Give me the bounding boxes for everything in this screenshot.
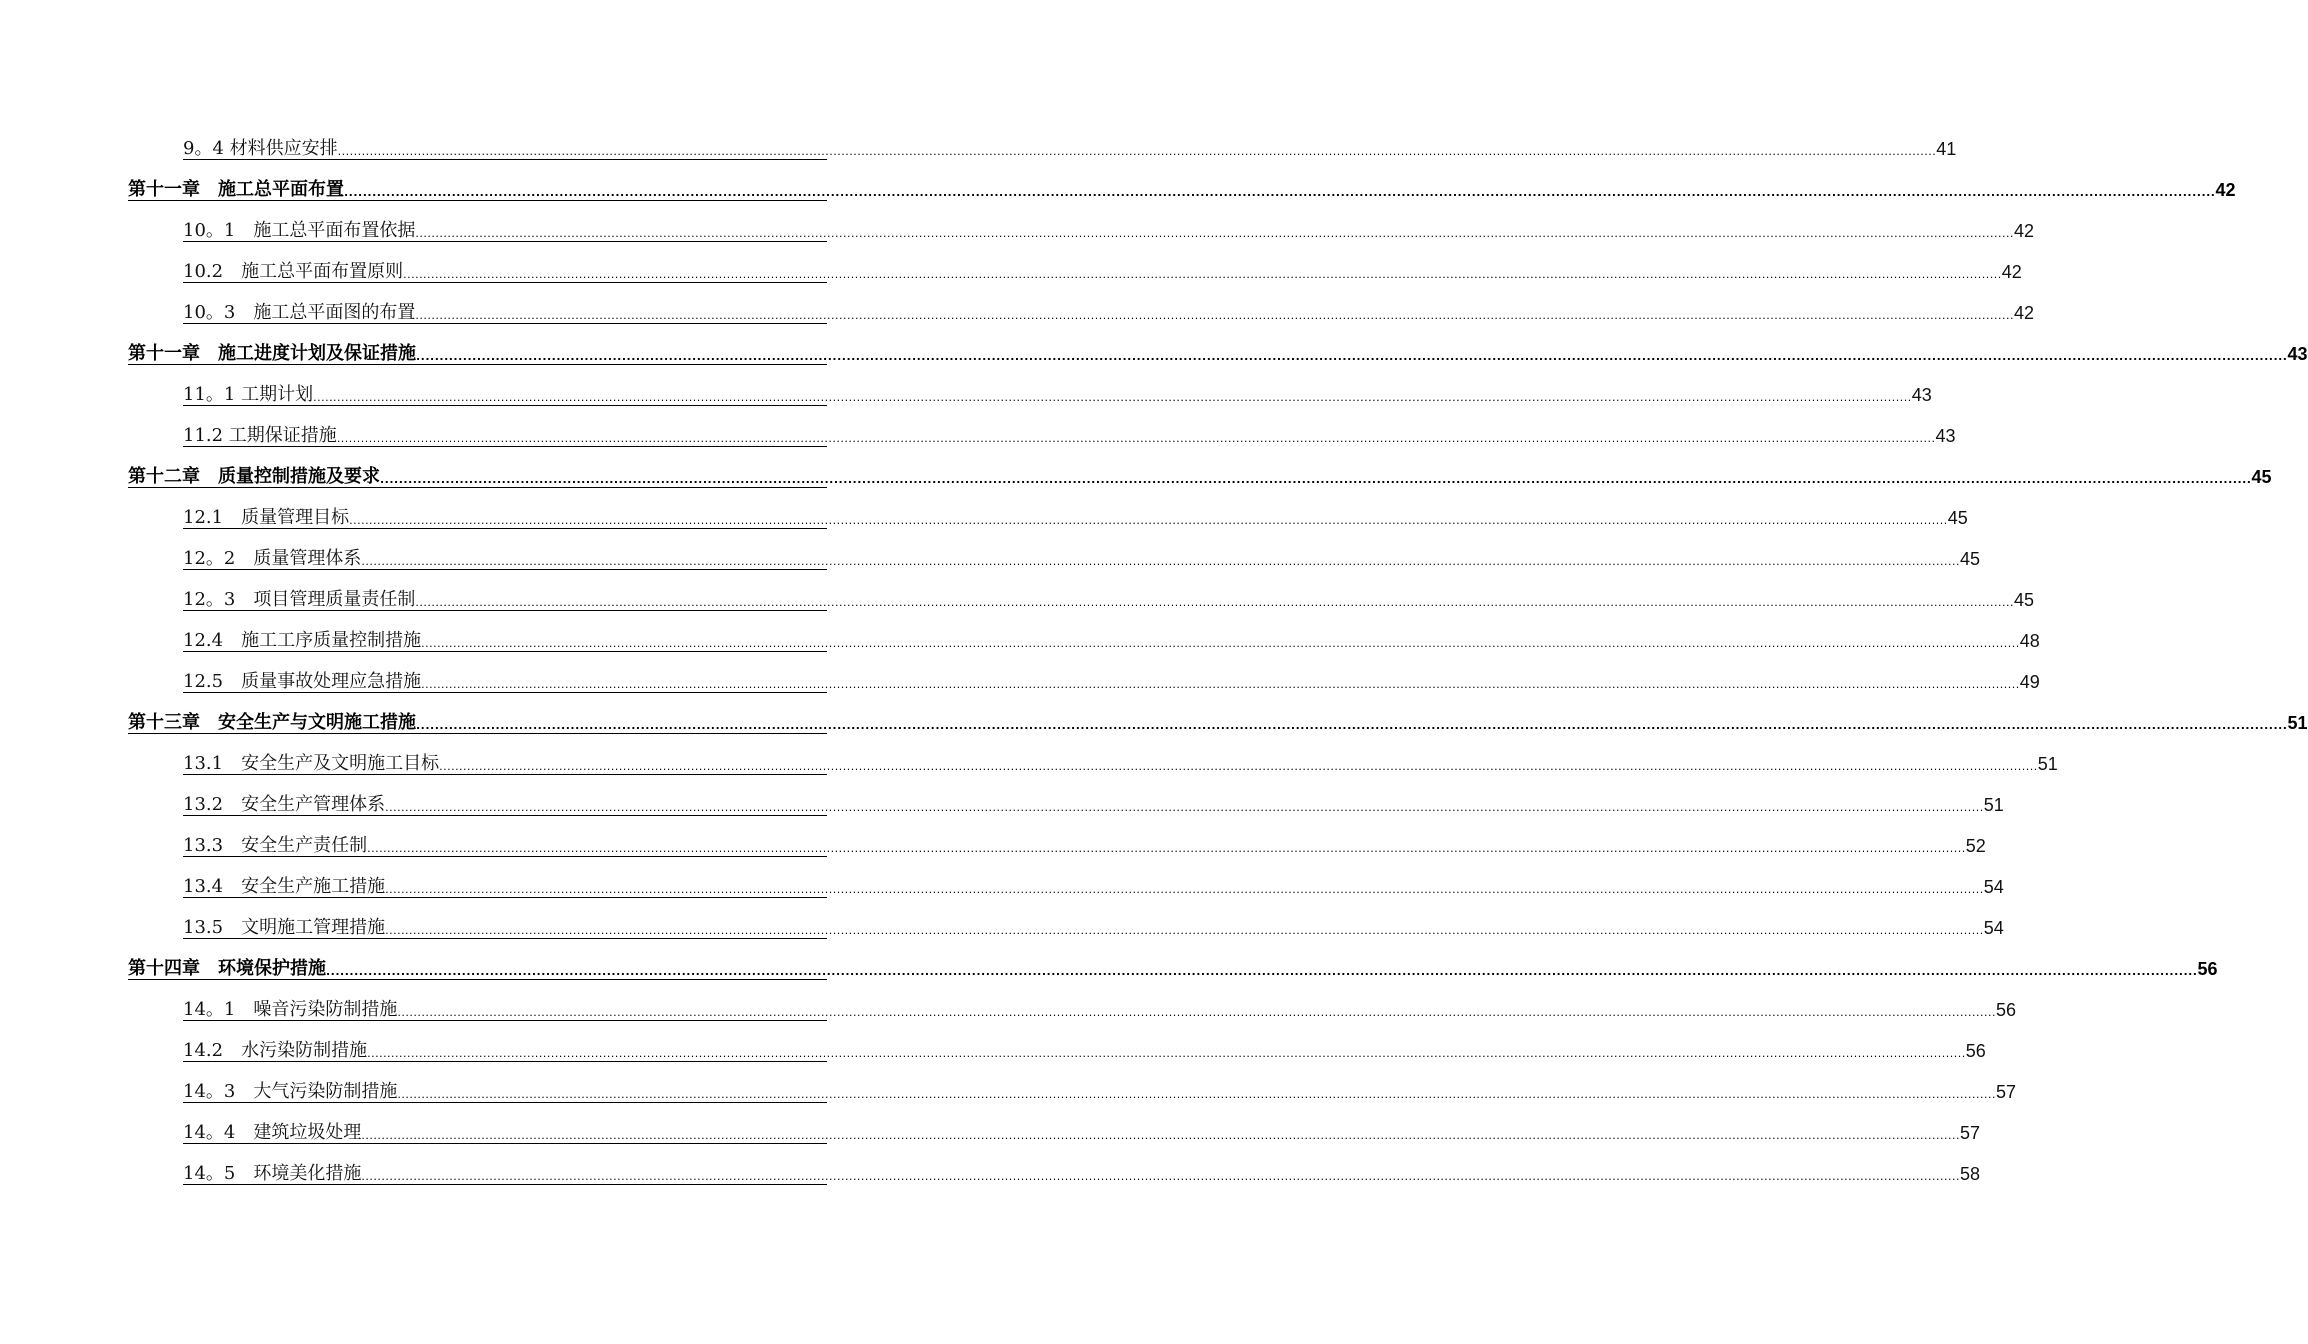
toc-entry-10-1[interactable] [0, 210, 2035, 251]
toc-entry-line [183, 548, 1981, 570]
toc-page-number: 56 [1996, 1000, 2017, 1020]
toc-page-number: 41 [1936, 139, 1957, 159]
toc-page-number: 56 [1965, 1041, 1986, 1061]
toc-entry-11-2[interactable] [0, 415, 1956, 456]
toc-entry-12-5[interactable] [0, 661, 2040, 702]
toc-entry-line [128, 343, 2308, 365]
toc-entry-line [183, 425, 1956, 447]
toc-page-number: 45 [1960, 549, 1981, 569]
toc-entry-line [128, 179, 2236, 201]
toc-entry-line [183, 507, 1968, 529]
toc-entry-line [183, 1081, 2017, 1103]
toc-entry-title: 13.1 安全生产及文明施工目标 [183, 753, 440, 774]
toc-entry-title: 11。1 工期计划 [183, 384, 314, 405]
toc-entry-13-4[interactable] [0, 866, 2004, 907]
toc-entry-12-3[interactable] [0, 579, 2035, 620]
toc-page-number: 51 [1983, 795, 2004, 815]
toc-entry-14-1[interactable] [0, 989, 2017, 1030]
toc-chapter-title: 第十四章 环境保护措施 [128, 958, 326, 979]
toc-page-number: 45 [2251, 467, 2272, 487]
toc-page-number: 45 [1947, 508, 1968, 528]
toc-entry-line [183, 835, 1986, 857]
toc-chapter-title: 第十二章 质量控制措施及要求 [128, 466, 380, 487]
toc-entry-line [183, 794, 2004, 816]
toc-page-number: 42 [2014, 221, 2035, 241]
dot-leader: ................................................................................................................................................................................................................................................................................................................................................................................................................ [415, 309, 2014, 322]
toc-entry-10-2[interactable] [0, 251, 2022, 292]
toc-entry-title: 12。3 项目管理质量责任制 [183, 589, 416, 610]
toc-entry-title: 9。4 材料供应安排 [183, 138, 338, 159]
dot-leader: ................................................................................................................................................................................................................................................................................................................................................................................................................ [397, 1088, 1996, 1101]
dot-leader: ................................................................................................................................................................................................................................................................................................................................................................................................................ [337, 145, 1937, 158]
dot-leader: ................................................................................................................................................................................................................................................................................................................................................................................................................ [361, 1170, 1960, 1183]
toc-page-number: 48 [2019, 631, 2040, 651]
toc-page-number: 42 [2215, 180, 2236, 200]
dot-leader: ................................................................................................................................................................................................................................................................................................................................................................................................................ [385, 801, 1984, 814]
toc-entry-title: 12.5 质量事故处理应急措施 [183, 671, 422, 692]
toc-entry-line [183, 1163, 1981, 1185]
dot-leader: ................................................................................................................................................................................................................................................................................................................................................................................................................ [380, 473, 2252, 486]
toc-entry-title: 12.4 施工工序质量控制措施 [183, 630, 422, 651]
toc-page-number: 43 [1935, 426, 1956, 446]
toc-entry-line [183, 220, 2035, 242]
toc-entry-11-1[interactable] [0, 374, 1932, 415]
toc-entry-13-5[interactable] [0, 907, 2004, 948]
toc-page-number: 57 [1996, 1082, 2017, 1102]
toc-entry-line [183, 302, 2035, 324]
toc-entry-14-2[interactable] [0, 1030, 1986, 1071]
toc-page-number: 49 [2019, 672, 2040, 692]
toc-page-number: 54 [1983, 918, 2004, 938]
toc-entry-title: 13.3 安全生产责任制 [183, 835, 368, 856]
toc-entry-13-1[interactable] [0, 743, 2058, 784]
toc-entry-14-3[interactable] [0, 1071, 2017, 1112]
toc-chapter-title: 第十一章 施工进度计划及保证措施 [128, 343, 416, 364]
toc-entry-9-4[interactable] [0, 128, 1957, 169]
toc-entry-title: 14。4 建筑垃圾处理 [183, 1122, 362, 1143]
toc-entry-13-2[interactable] [0, 784, 2004, 825]
toc-entry-12-2[interactable] [0, 538, 1981, 579]
toc-entry-14-5[interactable] [0, 1153, 1981, 1194]
dot-leader: ................................................................................................................................................................................................................................................................................................................................................................................................................ [344, 186, 2216, 199]
toc-page-number: 54 [1983, 877, 2004, 897]
toc-entry-title: 10。3 施工总平面图的布置 [183, 302, 416, 323]
toc-page-number: 56 [2197, 959, 2218, 979]
toc-entry-title: 11.2 工期保证措施 [183, 425, 337, 446]
toc-entry-14-4[interactable] [0, 1112, 1981, 1153]
toc-entry-line [183, 589, 2035, 611]
toc-page-number: 45 [2014, 590, 2035, 610]
toc-entry-10-3[interactable] [0, 292, 2035, 333]
toc-entry-title: 13.4 安全生产施工措施 [183, 876, 386, 897]
toc-entry-13-3[interactable] [0, 825, 1986, 866]
dot-leader: ................................................................................................................................................................................................................................................................................................................................................................................................................ [421, 637, 2020, 650]
toc-page-number: 57 [1960, 1123, 1981, 1143]
toc-page-number: 43 [2287, 344, 2308, 364]
toc-page-number: 42 [2001, 262, 2022, 282]
toc-chapter-site-layout[interactable] [0, 169, 2236, 210]
toc-entry-line [183, 261, 2022, 283]
toc-entry-line [183, 630, 2040, 652]
toc-entry-line [183, 753, 2058, 775]
toc-entry-title: 14。5 环境美化措施 [183, 1163, 362, 1184]
toc-chapter-title: 第十一章 施工总平面布置 [128, 179, 344, 200]
toc-entry-title: 14。1 噪音污染防制措施 [183, 999, 398, 1020]
toc-entry-title: 13.5 文明施工管理措施 [183, 917, 386, 938]
dot-leader: ................................................................................................................................................................................................................................................................................................................................................................................................................ [361, 1129, 1960, 1142]
toc-entry-line [183, 384, 1932, 406]
toc-entry-line [183, 917, 2004, 939]
toc-entry-title: 14。3 大气污染防制措施 [183, 1081, 398, 1102]
toc-entry-title: 14.2 水污染防制措施 [183, 1040, 368, 1061]
toc-entry-line [183, 138, 1957, 160]
toc-page-number: 43 [1911, 385, 1932, 405]
dot-leader: ................................................................................................................................................................................................................................................................................................................................................................................................................ [313, 391, 1912, 404]
toc-chapter-schedule[interactable] [0, 333, 2308, 374]
toc-entry-line [183, 671, 2040, 693]
dot-leader: ................................................................................................................................................................................................................................................................................................................................................................................................................ [367, 842, 1966, 855]
toc-page-number: 42 [2014, 303, 2035, 323]
dot-leader: ................................................................................................................................................................................................................................................................................................................................................................................................................ [416, 719, 2288, 732]
toc-entry-line [128, 712, 2308, 734]
dot-leader: ................................................................................................................................................................................................................................................................................................................................................................................................................ [403, 268, 2002, 281]
toc-entry-line [183, 876, 2004, 898]
dot-leader: ................................................................................................................................................................................................................................................................................................................................................................................................................ [415, 227, 2014, 240]
toc-page-number: 51 [2037, 754, 2058, 774]
dot-leader: ................................................................................................................................................................................................................................................................................................................................................................................................................ [415, 596, 2014, 609]
toc-entry-title: 12。2 质量管理体系 [183, 548, 362, 569]
dot-leader: ................................................................................................................................................................................................................................................................................................................................................................................................................ [336, 432, 1936, 445]
toc-entry-line [183, 1040, 1986, 1062]
dot-leader: ................................................................................................................................................................................................................................................................................................................................................................................................................ [326, 965, 2198, 978]
toc-chapter-quality[interactable] [0, 456, 2272, 497]
dot-leader: ................................................................................................................................................................................................................................................................................................................................................................................................................ [361, 555, 1960, 568]
dot-leader: ................................................................................................................................................................................................................................................................................................................................................................................................................ [397, 1006, 1996, 1019]
toc-entry-title: 10。1 施工总平面布置依据 [183, 220, 416, 241]
toc-entry-title: 12.1 质量管理目标 [183, 507, 350, 528]
dot-leader: ................................................................................................................................................................................................................................................................................................................................................................................................................ [385, 883, 1984, 896]
dot-leader: ................................................................................................................................................................................................................................................................................................................................................................................................................ [421, 678, 2020, 691]
dot-leader: ................................................................................................................................................................................................................................................................................................................................................................................................................ [439, 760, 2038, 773]
dot-leader: ................................................................................................................................................................................................................................................................................................................................................................................................................ [416, 350, 2288, 363]
toc-entry-line [183, 999, 2017, 1021]
table-of-contents [0, 128, 2308, 1194]
dot-leader: ................................................................................................................................................................................................................................................................................................................................................................................................................ [367, 1047, 1966, 1060]
toc-entry-line [128, 466, 2272, 488]
toc-chapter-safety[interactable] [0, 702, 2308, 743]
toc-entry-line [128, 958, 2218, 980]
toc-page-number: 51 [2287, 713, 2308, 733]
toc-chapter-environment[interactable] [0, 948, 2218, 989]
toc-entry-title: 10.2 施工总平面布置原则 [183, 261, 404, 282]
toc-chapter-title: 第十三章 安全生产与文明施工措施 [128, 712, 416, 733]
toc-entry-12-1[interactable] [0, 497, 1968, 538]
dot-leader: ................................................................................................................................................................................................................................................................................................................................................................................................................ [385, 924, 1984, 937]
toc-page-number: 52 [1965, 836, 1986, 856]
toc-entry-line [183, 1122, 1981, 1144]
toc-entry-12-4[interactable] [0, 620, 2040, 661]
toc-entry-title: 13.2 安全生产管理体系 [183, 794, 386, 815]
dot-leader: ................................................................................................................................................................................................................................................................................................................................................................................................................ [349, 514, 1948, 527]
toc-page-number: 58 [1960, 1164, 1981, 1184]
